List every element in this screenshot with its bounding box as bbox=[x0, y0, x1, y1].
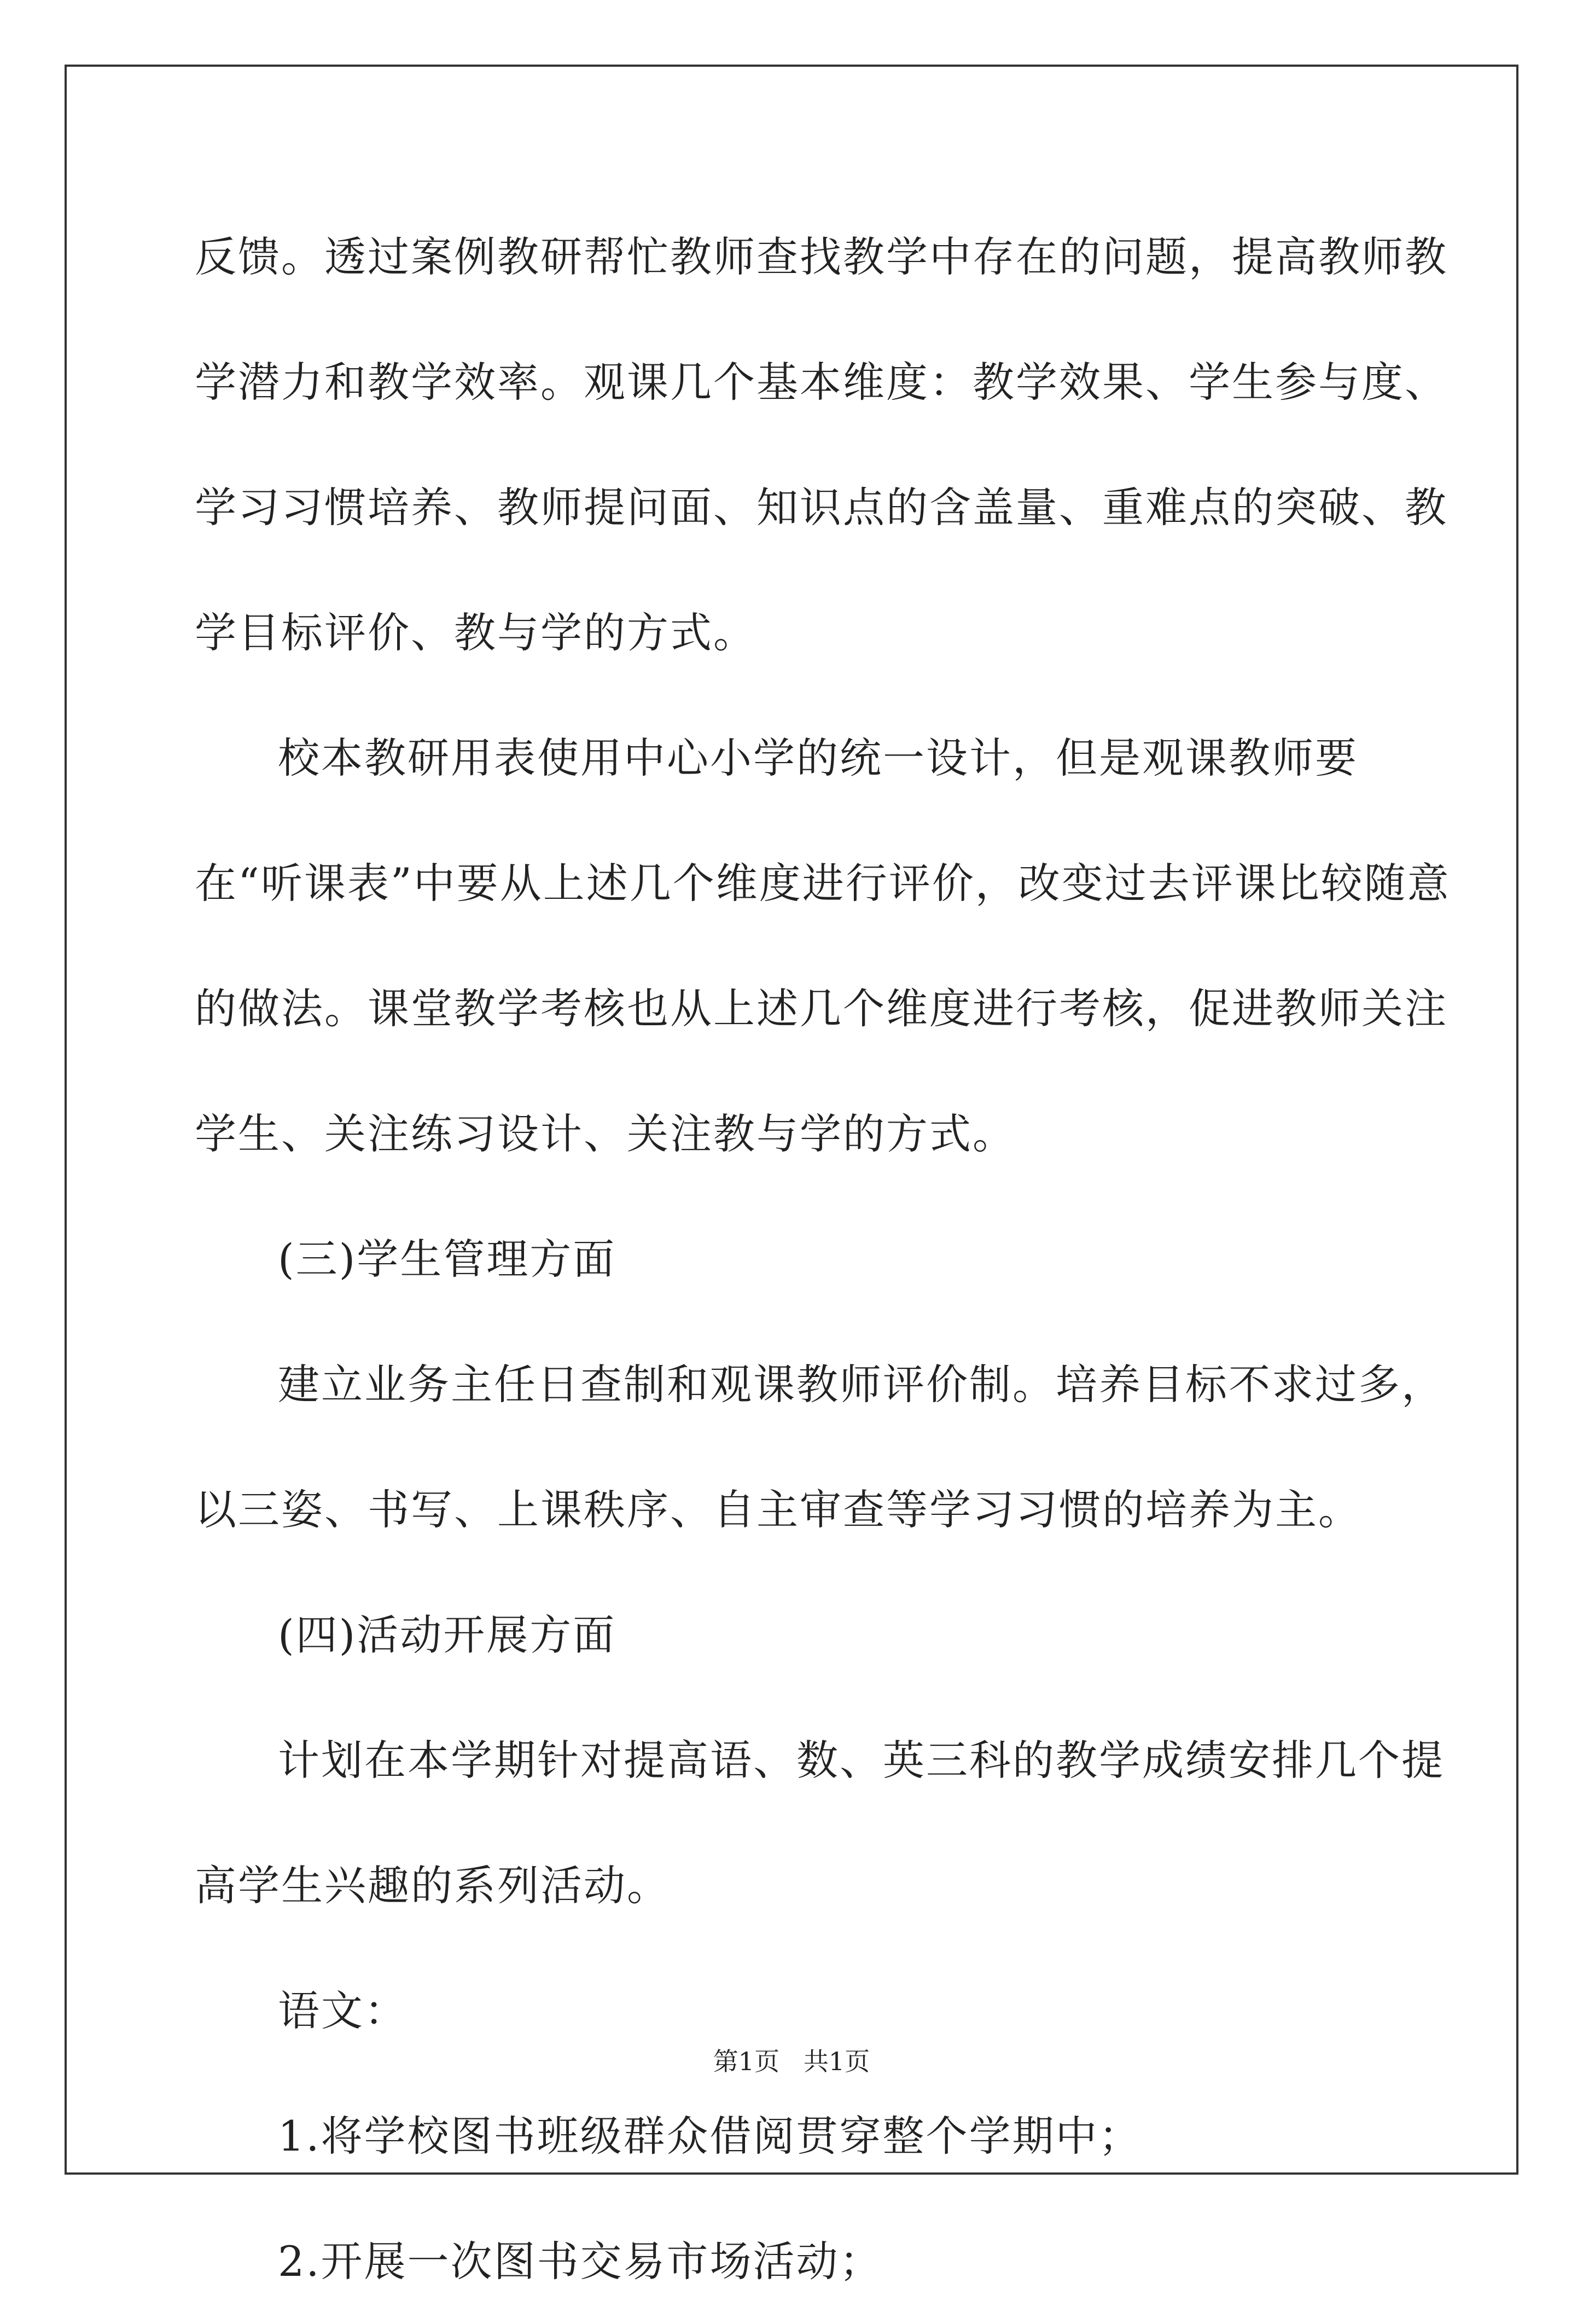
section-heading-student-management: (三)学生管理方面 bbox=[278, 1235, 616, 1283]
subheading-chinese: 语文： bbox=[278, 1986, 408, 2035]
section-heading-activities: (四)活动开展方面 bbox=[278, 1611, 616, 1659]
paragraph-1: 反馈。透过案例教研帮忙教师查找教学中存在的问题，提高教师教学潜力和教学效率。观课几个基本维度：教学效果、学生参与度、学习习惯培养、教师提问面、知识点的含盖量、重难点的突破、教学目标评价、教与学的方式。 bbox=[195, 233, 1448, 657]
paragraph-3: 建立业务主任日查制和观课教师评价制。培养目标不求过多，以三姿、书写、上课秩序、自主审查等学习习惯的培养为主。 bbox=[195, 1360, 1445, 1534]
paragraph-2: 校本教研用表使用中心小学的统一设计，但是观课教师要在“听课表”中要从上述几个维度进行评价，改变过去评课比较随意的做法。课堂教学考核也从上述几个维度进行考核，促进教师关注学生、关注练习设计、关注教与学的方式。 bbox=[195, 734, 1451, 1158]
list-item: 2.开展一次图书交易市场活动； bbox=[278, 2237, 883, 2286]
document-body bbox=[195, 194, 1453, 2324]
paragraph-4: 计划在本学期针对提高语、数、英三科的教学成绩安排几个提高学生兴趣的系列活动。 bbox=[195, 1736, 1445, 1910]
page-footer: 第1页 共1页 bbox=[713, 2047, 870, 2076]
list-item: 1.将学校图书班级群众借阅贯穿整个学期中； bbox=[278, 2112, 1142, 2160]
